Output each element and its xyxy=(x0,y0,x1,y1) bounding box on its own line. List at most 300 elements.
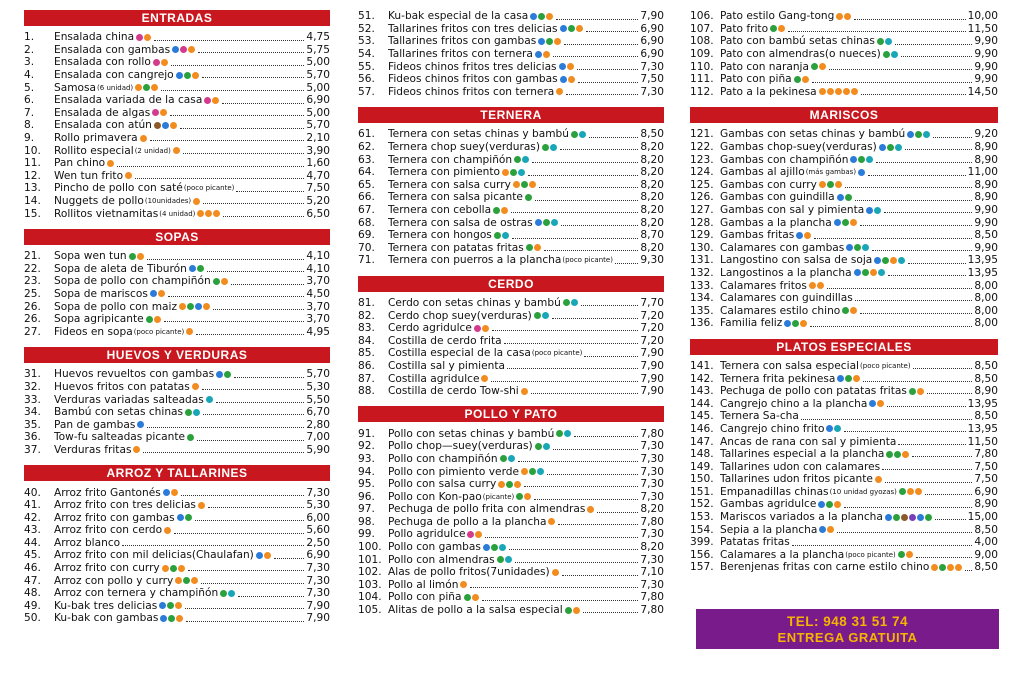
section-header: HUEVOS Y VERDURAS xyxy=(24,347,330,363)
allergen-icon xyxy=(550,144,557,151)
item-number: 49. xyxy=(24,599,41,612)
item-price: 7,30 xyxy=(640,440,664,453)
item-number: 26. xyxy=(24,300,41,313)
allergen-icons xyxy=(179,303,211,310)
dot-leader xyxy=(578,82,638,83)
allergen-icon xyxy=(133,446,140,453)
allergen-icon xyxy=(552,569,559,576)
allergen-icon xyxy=(874,207,881,214)
allergen-icon xyxy=(535,51,542,58)
allergen-icon xyxy=(804,232,811,239)
item-price: 7,20 xyxy=(640,309,664,322)
allergen-icons xyxy=(140,135,148,142)
menu-section xyxy=(358,276,664,398)
item-name: Cerdo con setas chinas y bambú xyxy=(388,296,561,309)
item-price: 6,90 xyxy=(640,22,664,35)
allergen-icon xyxy=(567,63,574,70)
item-number: 93. xyxy=(358,452,375,465)
allergen-icon xyxy=(778,25,785,32)
item-price: 7,90 xyxy=(640,359,664,372)
allergen-icon xyxy=(521,388,528,395)
item-name: Rollito especial xyxy=(54,144,134,157)
item-price: 8,50 xyxy=(974,523,998,536)
allergen-icon xyxy=(898,257,905,264)
item-price: 5,70 xyxy=(306,119,330,132)
allergen-icon xyxy=(187,434,194,441)
allergen-icon xyxy=(178,565,185,572)
allergen-icon xyxy=(887,144,894,151)
dot-leader xyxy=(518,461,638,462)
menu-item xyxy=(24,288,330,301)
item-price: 7,30 xyxy=(640,85,664,98)
dot-leader xyxy=(203,203,304,204)
allergen-icon xyxy=(842,307,849,314)
free-delivery-label: ENTREGA GRATUITA xyxy=(777,630,918,645)
item-price: 7,30 xyxy=(306,574,330,587)
allergen-icons xyxy=(886,451,910,458)
item-price: 8,20 xyxy=(640,204,664,217)
item-price: 8,00 xyxy=(974,279,998,292)
item-name: Verduras fritas xyxy=(54,443,132,456)
item-price: 3,70 xyxy=(306,300,330,313)
item-number: 144. xyxy=(690,397,714,410)
allergen-icon xyxy=(827,526,834,533)
allergen-icons xyxy=(837,375,861,382)
item-name: Cerdo chop suey(verduras) xyxy=(388,309,532,322)
item-price: 9,30 xyxy=(640,254,664,267)
allergen-icons xyxy=(542,144,558,151)
item-note: (10unidades) xyxy=(144,197,192,206)
dot-leader xyxy=(812,82,972,83)
item-name: Gambas con champiñón xyxy=(720,153,849,166)
item-number: 130. xyxy=(690,241,714,254)
allergen-icons xyxy=(204,97,220,104)
menu-item xyxy=(24,587,330,600)
item-price: 8,20 xyxy=(640,216,664,229)
item-number: 104. xyxy=(358,591,382,604)
item-number: 127. xyxy=(690,204,714,217)
allergen-icon xyxy=(505,556,512,563)
item-price: 7,90 xyxy=(640,385,664,398)
allergen-icon xyxy=(827,88,834,95)
item-name: Patatas fritas xyxy=(720,536,790,549)
menu-item xyxy=(358,191,664,204)
item-number: 43. xyxy=(24,524,41,537)
item-number: 145. xyxy=(690,410,714,423)
dot-leader xyxy=(492,330,638,331)
allergen-icon xyxy=(792,320,799,327)
item-name: Costilla especial de la casa xyxy=(388,347,531,360)
item-price: 6,90 xyxy=(306,549,330,562)
phone-number[interactable]: TEL: 948 31 51 74 xyxy=(786,614,909,629)
item-note: (poco picante) xyxy=(562,256,613,265)
allergen-icons xyxy=(874,257,906,264)
dot-leader xyxy=(581,305,638,306)
item-name: Tallarines fritos con ternera xyxy=(388,48,533,61)
allergen-icon xyxy=(189,265,196,272)
menu-item xyxy=(24,562,330,575)
item-number: 152. xyxy=(690,498,714,511)
dot-leader xyxy=(935,519,966,520)
allergen-icon xyxy=(525,194,532,201)
allergen-icon xyxy=(197,210,204,217)
allergen-icon xyxy=(514,481,521,488)
item-price: 5,20 xyxy=(306,195,330,208)
item-name: Ternera con setas chinas y bambú xyxy=(388,128,569,141)
allergen-icons xyxy=(931,564,963,571)
item-name: Arroz frito con mil delicias(Chaulafan) xyxy=(54,549,254,562)
item-number: 70. xyxy=(358,241,375,254)
item-name: Pechuga de pollo frita con almendras xyxy=(388,503,586,516)
allergen-icons xyxy=(186,328,194,335)
section-header: MARISCOS xyxy=(690,107,998,123)
allergen-icons xyxy=(498,481,522,488)
item-name: Langostinos a la plancha xyxy=(720,266,852,279)
allergen-icon xyxy=(866,207,873,214)
allergen-icons xyxy=(159,602,183,609)
dot-leader xyxy=(566,94,638,95)
menu-item xyxy=(358,297,664,310)
allergen-icons xyxy=(192,383,200,390)
dot-leader xyxy=(845,187,972,188)
menu-item xyxy=(24,418,330,431)
item-number: 94. xyxy=(358,465,375,478)
item-price: 7,30 xyxy=(640,478,664,491)
allergen-icon xyxy=(192,72,199,79)
menu-item xyxy=(24,207,330,220)
allergen-icon xyxy=(535,443,542,450)
item-number: 106. xyxy=(690,10,714,23)
item-name: Pollo con gambas xyxy=(388,541,481,554)
item-price: 1,60 xyxy=(306,157,330,170)
allergen-icons xyxy=(879,144,903,151)
allergen-icon xyxy=(826,501,833,508)
item-price: 7,80 xyxy=(974,448,998,461)
item-number: 46. xyxy=(24,562,41,575)
item-price: 8,00 xyxy=(974,292,998,305)
item-number: 83. xyxy=(358,322,375,335)
item-price: 6,90 xyxy=(640,35,664,48)
dot-leader xyxy=(844,507,972,508)
item-number: 21. xyxy=(24,250,41,263)
menu-item xyxy=(358,427,664,440)
dot-leader xyxy=(597,512,638,513)
item-price: 7,90 xyxy=(640,10,664,23)
item-name: Empanadillas chinas xyxy=(720,485,829,498)
item-price: 5,90 xyxy=(306,443,330,456)
allergen-icons xyxy=(842,307,858,314)
item-name: Huevos fritos con patatas xyxy=(54,380,190,393)
menu-item xyxy=(690,60,998,73)
item-number: 12. xyxy=(24,169,41,182)
allergen-icon xyxy=(500,455,507,462)
item-number: 52. xyxy=(358,22,375,35)
item-number: 51. xyxy=(358,10,375,23)
item-name: Costilla sal y pimienta xyxy=(388,359,506,372)
item-name: Pollo con champiñón xyxy=(388,452,498,465)
menu-column-3 xyxy=(690,10,998,583)
allergen-icons xyxy=(535,443,551,450)
item-number: 91. xyxy=(358,427,375,440)
item-name: Ensalada con rollo xyxy=(54,56,151,69)
item-number: 67. xyxy=(358,204,375,217)
allergen-icons xyxy=(858,169,866,176)
item-number: 63. xyxy=(358,153,375,166)
allergen-icon xyxy=(474,325,481,332)
allergen-icons xyxy=(460,581,468,588)
allergen-icons xyxy=(909,388,925,395)
dot-leader xyxy=(586,31,638,32)
item-number: 88. xyxy=(358,385,375,398)
item-price: 7,30 xyxy=(306,486,330,499)
dot-leader xyxy=(888,275,966,276)
allergen-icons xyxy=(535,51,551,58)
item-note: (más gambas) xyxy=(805,168,857,177)
dot-leader xyxy=(507,368,638,369)
item-name: Costilla de cerdo Tow-shi xyxy=(388,385,519,398)
allergen-icon xyxy=(890,257,897,264)
allergen-icon xyxy=(158,290,165,297)
item-price: 8,50 xyxy=(974,410,998,423)
item-price: 7,80 xyxy=(640,591,664,604)
allergen-icon xyxy=(150,290,157,297)
item-price: 13,95 xyxy=(967,254,998,267)
item-price: 7,30 xyxy=(640,60,664,73)
dot-leader xyxy=(174,533,304,534)
allergen-icon xyxy=(256,552,263,559)
dot-leader xyxy=(491,381,638,382)
item-price: 7,30 xyxy=(640,490,664,503)
item-name: Calamares estilo chino xyxy=(720,304,841,317)
item-name: Ku-bak con gambas xyxy=(54,612,159,625)
item-name: Tow-fu salteadas picante xyxy=(54,431,186,444)
item-name: Pollo con Kon-pao xyxy=(388,490,482,503)
item-number: 47. xyxy=(24,574,41,587)
allergen-icons xyxy=(494,232,510,239)
allergen-icon xyxy=(796,232,803,239)
item-number: 143. xyxy=(690,385,714,398)
dot-leader xyxy=(810,326,972,327)
item-price: 5,00 xyxy=(306,81,330,94)
allergen-icon xyxy=(543,51,550,58)
allergen-icon xyxy=(163,489,170,496)
item-number: 23. xyxy=(24,275,41,288)
allergen-icon xyxy=(154,122,161,129)
allergen-icon xyxy=(837,194,844,201)
item-note: (poco picante) xyxy=(845,550,896,559)
dot-leader xyxy=(927,393,972,394)
allergen-icon xyxy=(264,552,271,559)
allergen-icons xyxy=(556,88,564,95)
dot-leader xyxy=(143,452,304,453)
item-price: 8,70 xyxy=(640,229,664,242)
menu-item xyxy=(358,541,664,554)
dot-leader xyxy=(913,368,972,369)
item-number: 71. xyxy=(358,254,375,267)
allergen-icon xyxy=(464,594,471,601)
item-name: Pan chino xyxy=(54,157,106,170)
allergen-icon xyxy=(185,409,192,416)
item-price: 9,90 xyxy=(974,241,998,254)
allergen-icon xyxy=(843,88,850,95)
menu-item xyxy=(24,170,330,183)
menu-item xyxy=(690,86,998,99)
item-price: 5,70 xyxy=(306,69,330,82)
allergen-icon xyxy=(175,577,182,584)
item-number: 133. xyxy=(690,279,714,292)
allergen-icon xyxy=(819,88,826,95)
item-price: 4,10 xyxy=(306,250,330,263)
allergen-icon xyxy=(923,131,930,138)
dot-leader xyxy=(234,377,304,378)
allergen-icon xyxy=(947,564,954,571)
item-price: 4,10 xyxy=(306,262,330,275)
menu-item xyxy=(690,254,998,267)
menu-item xyxy=(690,498,998,511)
item-number: 54. xyxy=(358,48,375,61)
allergen-icon xyxy=(907,131,914,138)
item-price: 13,95 xyxy=(967,266,998,279)
allergen-icons xyxy=(530,13,554,20)
dot-leader xyxy=(560,149,638,150)
item-number: 141. xyxy=(690,359,714,372)
allergen-icon xyxy=(844,13,851,20)
allergen-icon xyxy=(213,278,220,285)
item-name: Cerdo agridulce xyxy=(388,322,472,335)
dot-leader xyxy=(814,238,972,239)
dot-leader xyxy=(577,69,638,70)
allergen-icon xyxy=(493,207,500,214)
allergen-icons xyxy=(885,514,933,521)
allergen-icons xyxy=(493,207,509,214)
dot-leader xyxy=(170,115,304,116)
item-name: Pollo con almendras xyxy=(388,553,495,566)
allergen-icons xyxy=(173,147,181,154)
allergen-icons xyxy=(172,46,196,53)
menu-item xyxy=(690,73,998,86)
dot-leader xyxy=(201,583,304,584)
allergen-icons xyxy=(563,299,579,306)
allergen-icons xyxy=(125,172,133,179)
allergen-icons xyxy=(875,476,883,483)
allergen-icon xyxy=(939,564,946,571)
dot-leader xyxy=(195,520,304,521)
allergen-icon xyxy=(467,531,474,538)
item-price: 7,80 xyxy=(640,604,664,617)
item-name: Gambas fritas xyxy=(720,229,795,242)
item-price: 5,75 xyxy=(306,43,330,56)
allergen-icon xyxy=(146,316,153,323)
dot-leader xyxy=(908,263,965,264)
allergen-icons xyxy=(560,25,584,32)
allergen-icon xyxy=(164,527,171,534)
allergen-icon xyxy=(135,84,142,91)
menu-item xyxy=(358,490,664,503)
item-note: (4 unidad) xyxy=(159,209,196,218)
dot-leader xyxy=(135,178,304,179)
allergen-icon xyxy=(107,160,114,167)
item-name: Pato con naranja xyxy=(720,60,809,73)
allergen-icon xyxy=(136,34,143,41)
item-price: 9,20 xyxy=(974,128,998,141)
item-name: Calamares con guindillas xyxy=(720,292,853,305)
menu-item xyxy=(690,536,998,549)
item-name: Fideos chinos fritos con gambas xyxy=(388,73,558,86)
dot-leader xyxy=(855,300,972,301)
item-name: Berenjenas fritas con carne estilo chino xyxy=(720,561,930,574)
allergen-icon xyxy=(862,244,869,251)
allergen-icon xyxy=(524,493,531,500)
item-price: 11,00 xyxy=(967,166,998,179)
section-header: POLLO Y PATO xyxy=(358,406,664,422)
allergen-icon xyxy=(835,181,842,188)
dot-leader xyxy=(183,153,304,154)
item-name: Nuggets de pollo xyxy=(54,195,144,208)
menu-item xyxy=(24,263,330,276)
item-number: 109. xyxy=(690,48,714,61)
allergen-icon xyxy=(955,564,962,571)
menu-item xyxy=(358,242,664,255)
item-number: 107. xyxy=(690,22,714,35)
dot-leader xyxy=(524,486,638,487)
item-name: Pechuga de pollo a la plancha xyxy=(388,515,547,528)
allergen-icon xyxy=(205,210,212,217)
item-price: 3,70 xyxy=(306,313,330,326)
allergen-icon xyxy=(497,556,504,563)
item-name: Pato con almendras(o nueces) xyxy=(720,48,881,61)
item-name: Gambas al ajillo xyxy=(720,166,805,179)
item-number: 148. xyxy=(690,448,714,461)
menu-section xyxy=(358,107,664,267)
allergen-icon xyxy=(198,502,205,509)
allergen-icons xyxy=(137,421,145,428)
item-note: (6 unidad) xyxy=(97,83,134,92)
allergen-icons xyxy=(136,34,152,41)
item-name: Sopa agripicante xyxy=(54,313,144,326)
item-number: 81. xyxy=(358,296,375,309)
allergen-icon xyxy=(160,109,167,116)
item-name: Tallarines especial a la plancha xyxy=(720,448,885,461)
item-name: Pan de gambas xyxy=(54,418,136,431)
dot-leader xyxy=(150,140,304,141)
item-name: Verduras variadas salteadas xyxy=(54,393,204,406)
dot-leader xyxy=(207,271,304,272)
item-name: Pollo con setas chinas y bambú xyxy=(388,427,555,440)
allergen-icons xyxy=(784,320,808,327)
menu-item xyxy=(24,300,330,313)
item-name: Arroz con pollo y curry xyxy=(54,574,174,587)
allergen-icon xyxy=(168,615,175,622)
menu-item xyxy=(358,453,664,466)
menu-item xyxy=(24,524,330,537)
allergen-icon xyxy=(472,594,479,601)
item-name: Huevos revueltos con gambas xyxy=(54,368,215,381)
allergen-icon xyxy=(502,232,509,239)
menu-item xyxy=(24,69,330,82)
dot-leader xyxy=(860,225,972,226)
item-number: 84. xyxy=(358,334,375,347)
item-name: Sopa de mariscos xyxy=(54,287,148,300)
menu-item xyxy=(690,460,998,473)
allergen-icons xyxy=(796,232,812,239)
allergen-icon xyxy=(571,299,578,306)
allergen-icon xyxy=(899,488,906,495)
item-price: 8,50 xyxy=(640,128,664,141)
allergen-icon xyxy=(204,97,211,104)
allergen-icon xyxy=(931,564,938,571)
allergen-icon xyxy=(460,581,467,588)
allergen-icon xyxy=(915,488,922,495)
